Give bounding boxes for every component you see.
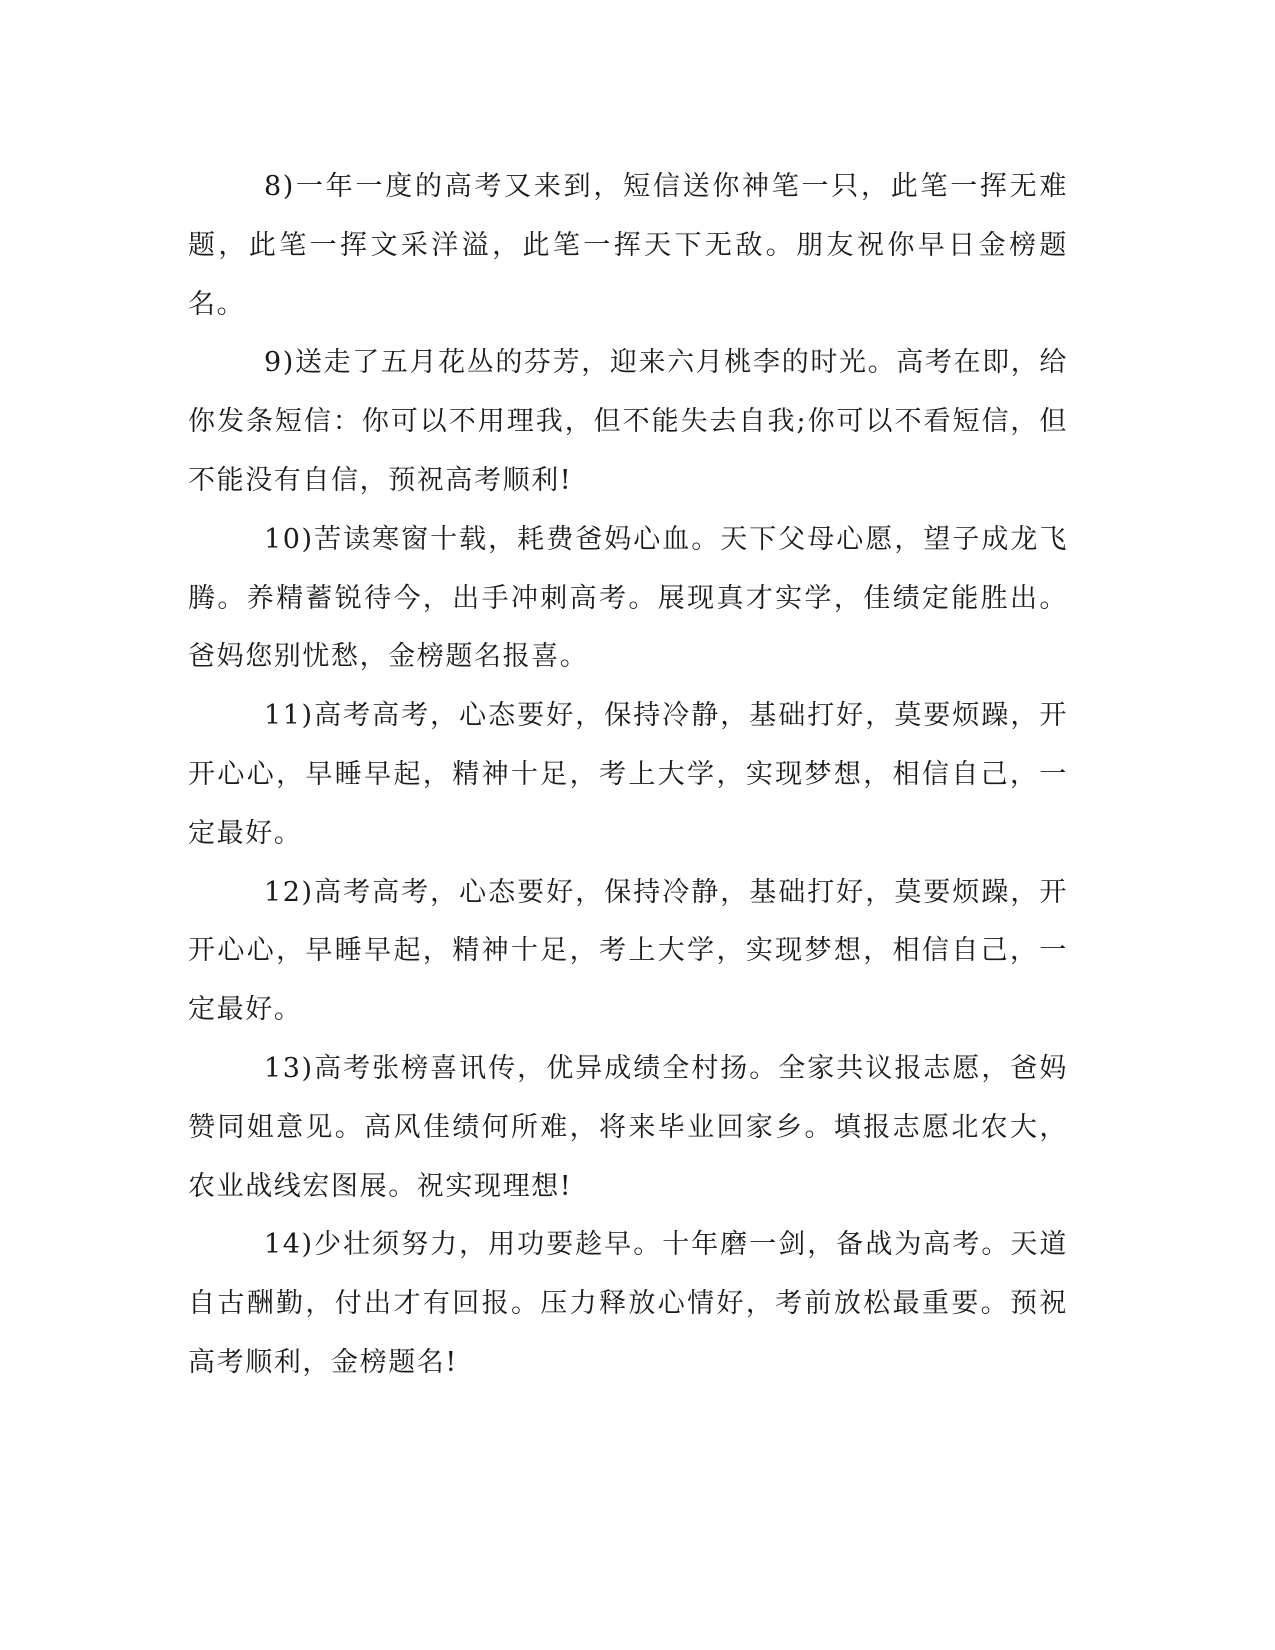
- paragraph-9: 9)送走了五月花丛的芬芳，迎来六月桃李的时光。高考在即，给你发条短信：你可以不用理我，但不能失去自我;你可以不看短信，但不能没有自信，预祝高考顺利!: [188, 347, 1068, 496]
- paragraph-11: 11)高考高考，心态要好，保持冷静，基础打好，莫要烦躁，开开心心，早睡早起，精神十足，考上大学，实现梦想，相信自己，一定最好。: [188, 700, 1068, 849]
- paragraph-13: 13)高考张榜喜讯传，优异成绩全村扬。全家共议报志愿，爸妈赞同姐意见。高风佳绩何所难，将来毕业回家乡。填报志愿北农大，农业战线宏图展。祝实现理想!: [188, 1052, 1068, 1202]
- paragraph-12: 12)高考高考，心态要好，保持冷静，基础打好，莫要烦躁，开开心心，早睡早起，精神十足，考上大学，实现梦想，相信自己，一定最好。: [188, 876, 1068, 1026]
- paragraph-14: 14)少壮须努力，用功要趁早。十年磨一剑，备战为高考。天道自古酬勤，付出才有回报。压力释放心情好，考前放松最重要。预祝高考顺利，金榜题名!: [188, 1229, 1068, 1378]
- document-body: [188, 158, 1068, 1393]
- paragraph-8: 8)一年一度的高考又来到，短信送你神笔一只，此笔一挥无难题，此笔一挥文采洋溢，此笔一挥天下无敌。朋友祝你早日金榜题名。: [188, 171, 1068, 320]
- paragraph-10: 10)苦读寒窗十载，耗费爸妈心血。天下父母心愿，望子成龙飞腾。养精蓄锐待今，出手冲刺高考。展现真才实学，佳绩定能胜出。爸妈您别忧愁，金榜题名报喜。: [188, 523, 1068, 673]
